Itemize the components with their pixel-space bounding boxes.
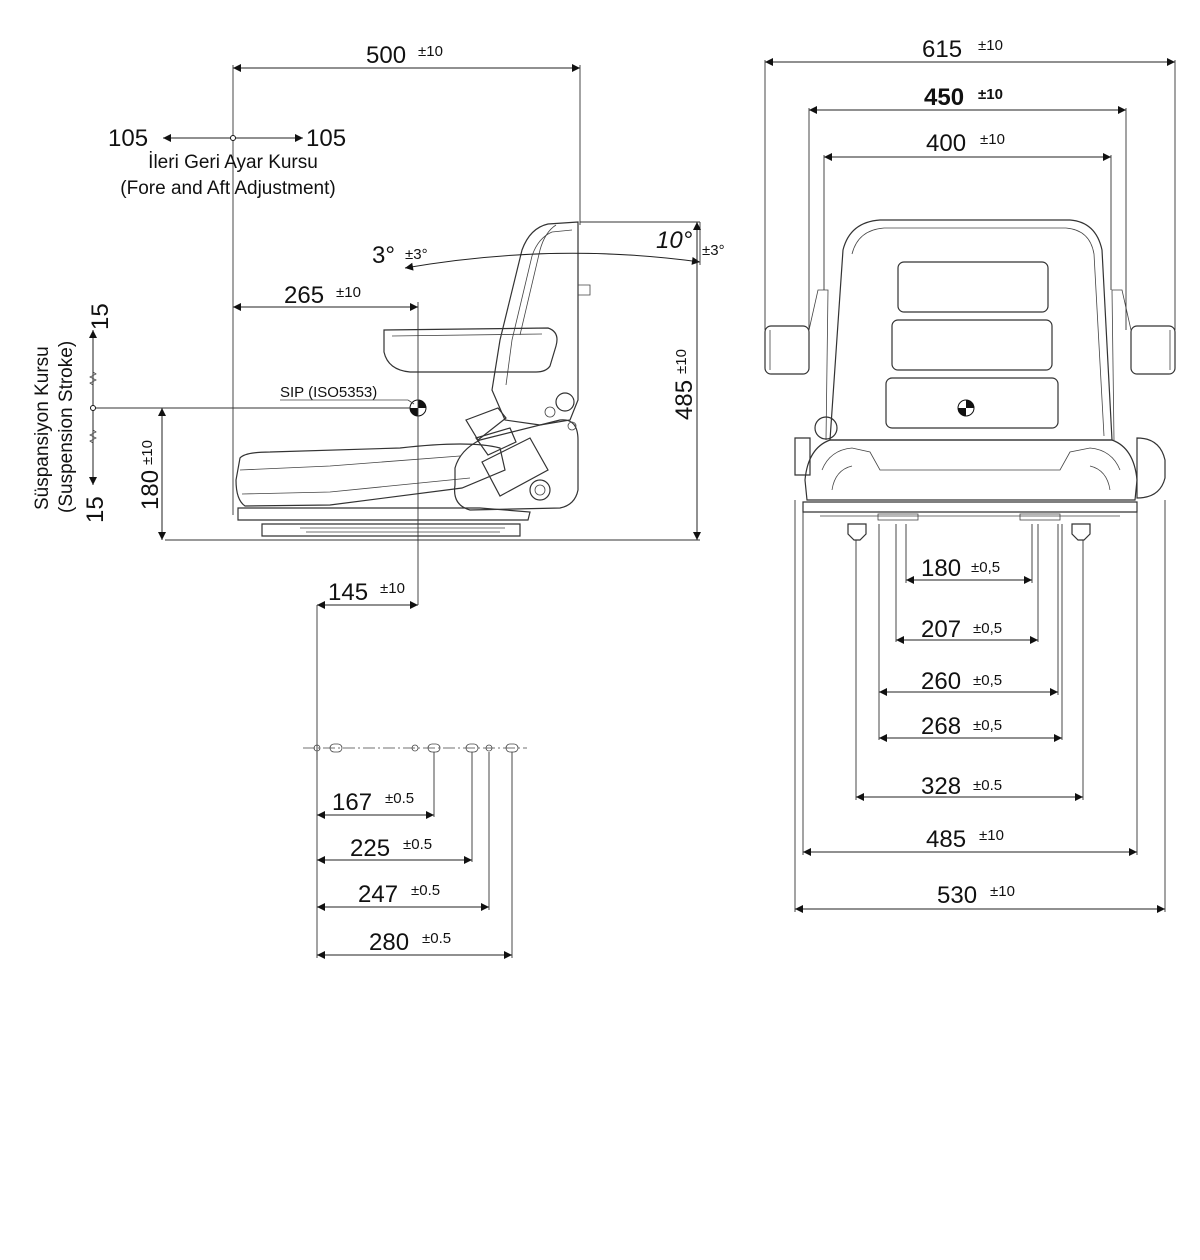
fore-aft-left-value: 105 xyxy=(108,125,149,152)
fore-aft-label-tr: İleri Geri Ayar Kursu xyxy=(148,152,318,173)
mount-180-value: 180 xyxy=(921,555,962,582)
depth-500-tol: ±10 xyxy=(418,43,443,60)
sip-depth-value: 265 xyxy=(284,282,325,309)
rail-280-tol: ±0.5 xyxy=(422,930,452,947)
cushion-530-tol: ±10 xyxy=(990,883,1015,900)
sip-depth-tol: ±10 xyxy=(336,284,361,301)
sip-height-tol: ±10 xyxy=(139,440,156,465)
mount-268-tol: ±0,5 xyxy=(973,717,1003,734)
mount-180-tol: ±0,5 xyxy=(971,559,1001,576)
rail-hole-pattern xyxy=(303,744,527,752)
suspension-label-tr: Süspansiyon Kursu xyxy=(32,346,53,510)
fore-aft-right-value: 105 xyxy=(306,125,347,152)
sip-label: SIP (ISO5353) xyxy=(280,384,378,401)
suspension-label-en: (Suspension Stroke) xyxy=(56,340,77,513)
height-485-tol: ±10 xyxy=(673,349,690,374)
width-615-tol: ±10 xyxy=(978,37,1003,54)
height-485-value: 485 xyxy=(671,379,698,420)
rail-280-value: 280 xyxy=(369,929,410,956)
mount-328-tol: ±0.5 xyxy=(973,777,1003,794)
suspension-up-value: 15 xyxy=(87,303,114,330)
mount-328-value: 328 xyxy=(921,773,962,800)
front-view xyxy=(765,36,1175,912)
mount-207-tol: ±0,5 xyxy=(973,620,1003,637)
tilt-3-tol: ±3° xyxy=(405,246,428,263)
width-450-tol: ±10 xyxy=(978,86,1003,103)
cushion-530-value: 530 xyxy=(937,882,978,909)
rail-225-tol: ±0.5 xyxy=(403,836,433,853)
seat-front-outline xyxy=(765,220,1175,540)
tilt-10-value: 10° xyxy=(656,227,693,254)
mount-260-tol: ±0,5 xyxy=(973,672,1003,689)
depth-500-value: 500 xyxy=(366,42,407,69)
width-615-value: 615 xyxy=(922,36,963,63)
width-400-value: 400 xyxy=(926,130,967,157)
side-view xyxy=(32,42,725,958)
front-sip-marker-icon xyxy=(958,400,974,416)
seat-side-outline xyxy=(236,222,590,536)
rail-225-value: 225 xyxy=(350,835,391,862)
sip-height-value: 180 xyxy=(137,469,164,510)
base-485-tol: ±10 xyxy=(979,827,1004,844)
tilt-10-tol: ±3° xyxy=(702,242,725,259)
mount-207-value: 207 xyxy=(921,616,962,643)
rail-247-tol: ±0.5 xyxy=(411,882,441,899)
suspension-down-value: 15 xyxy=(82,496,109,523)
rail-167-value: 167 xyxy=(332,789,373,816)
fore-aft-label-en: (Fore and Aft Adjustment) xyxy=(120,178,336,199)
mount-268-value: 268 xyxy=(921,713,962,740)
rail-167-tol: ±0.5 xyxy=(385,790,415,807)
rail-247-value: 247 xyxy=(358,881,399,908)
mount-260-value: 260 xyxy=(921,668,962,695)
tilt-3-value: 3° xyxy=(372,242,395,269)
base-485-value: 485 xyxy=(926,826,967,853)
width-450-value: 450 xyxy=(924,84,965,111)
mount-offset-tol: ±10 xyxy=(380,580,405,597)
width-400-tol: ±10 xyxy=(980,131,1005,148)
mount-offset-value: 145 xyxy=(328,579,369,606)
